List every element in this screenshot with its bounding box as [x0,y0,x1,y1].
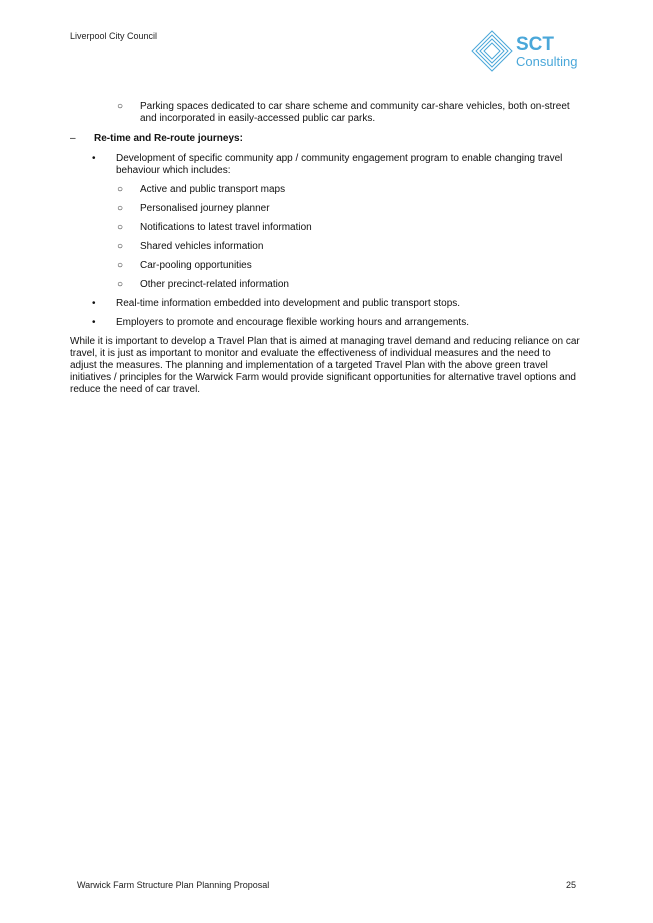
list-item-text: Employers to promote and encourage flexible working hours and arrangements. [116,317,469,328]
sub-list-item [70,222,580,234]
sub-list-item [70,241,580,253]
sub-list-item-text: Notifications to latest travel information [140,222,312,233]
sub-list-item [70,279,580,291]
list-item-text: Parking spaces dedicated to car share scheme and community car-share vehicles, both on-street and incorporated in easily-accessed public car parks. [140,101,570,124]
sub-list-item-text: Car-pooling opportunities [140,260,252,271]
circle-bullet-icon: ○ [117,101,124,112]
bullet-icon: • [92,298,96,309]
closing-paragraph: While it is important to develop a Travel Plan that is aimed at managing travel demand and reducing reliance on car travel, it is just as important to monitor and evaluate the effectiveness of individual measures and the need to adjust the measures. The planning and implementation of a targeted Travel Plan with the above green travel initiatives / principles for the Warwick Farm would provide significant opportunities for alternative travel options and reduce the need of car travel. [70,336,580,395]
footer-document-title: Warwick Farm Structure Plan Planning Proposal [77,880,270,890]
list-item-text: Development of specific community app / community engagement program to enable changing travel behaviour which includes: [116,153,563,176]
list-item [70,298,580,310]
bullet-icon: • [92,317,96,328]
sct-consulting-logo [470,28,590,74]
logo-main-text: SCT [516,34,554,55]
sub-list-item [70,184,580,196]
circle-bullet-icon: ○ [117,184,124,195]
sub-list-item-text: Active and public transport maps [140,184,286,195]
page-content [70,101,580,396]
circle-bullet-icon: ○ [117,203,124,214]
sub-list-item-text: Personalised journey planner [140,203,270,214]
dash-bullet-icon: – [70,133,76,144]
sub-list-item-text: Other precinct-related information [140,279,289,290]
list-item-text: Real-time information embedded into development and public transport stops. [116,298,461,309]
footer-page-number: 25 [566,880,577,890]
sub-list-item [70,260,580,272]
circle-bullet-icon: ○ [117,222,124,233]
list-item [70,317,580,329]
list-item [70,101,580,125]
section-heading: Re-time and Re-route journeys: [94,133,243,144]
list-item [70,153,580,177]
sub-list-item-text: Shared vehicles information [140,241,264,252]
circle-bullet-icon: ○ [117,279,124,290]
sub-list-item [70,203,580,215]
logo-sub-text: Consulting [516,54,578,69]
section-heading-row [70,133,580,145]
bullet-icon: • [92,153,96,164]
circle-bullet-icon: ○ [117,241,124,252]
circle-bullet-icon: ○ [117,260,124,271]
header-organization: Liverpool City Council [70,31,158,41]
